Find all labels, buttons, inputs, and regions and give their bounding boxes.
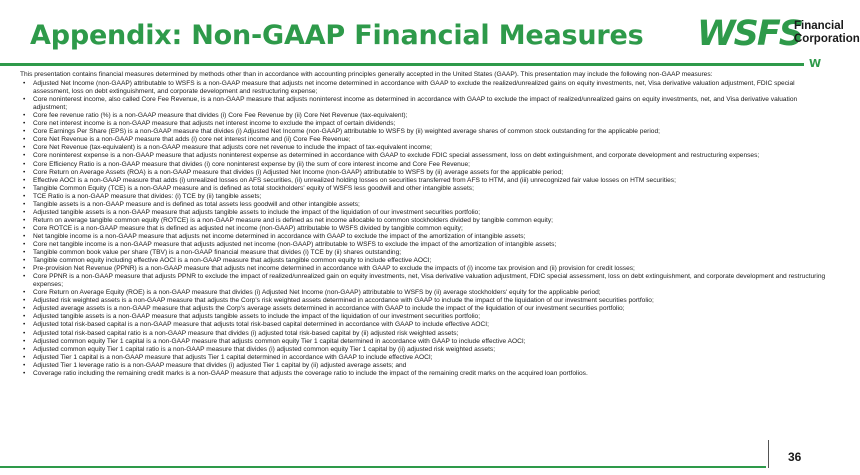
list-item: • Adjusted common equity Tier 1 capital ratio is a non-GAAP measure that divides (i) adjusted common equity Tier 1 capital by (ii) adjusted risk weighted assets; bbox=[20, 346, 828, 354]
list-item: • Core Net Revenue (tax-equivalent) is a non-GAAP measure that adjusts core net revenue to include the impact of tax-equivalent income; bbox=[20, 144, 828, 152]
list-item: • Coverage ratio including the remaining credit marks is a non-GAAP measure that adjusts the coverage ratio to include the impact of the remaining credit marks on the acquired loan portfolios. bbox=[20, 370, 828, 378]
intro-paragraph: This presentation contains financial measures determined by methods other than in accordance with accounting principles generally accepted in the United States (GAAP). This presentation may include the following non-GAAP measures: bbox=[20, 71, 713, 78]
list-item: • Core PPNR is a non-GAAP measure that adjusts PPNR to exclude the impact of realized/unrealized gain on equity investments, net, Visa derivative valuation adjustment, FDIC special assessment, loss on debt extinguishment, and corporate development and restructuring expenses; bbox=[20, 273, 828, 289]
list-item: • Adjusted common equity Tier 1 capital is a non-GAAP measure that adjusts common equity Tier 1 capital determined in accordance with GAAP to include effective AOCI; bbox=[20, 338, 828, 346]
list-item: • Core net tangible income is a non-GAAP measure that adjusts adjusted net income (non-GAAP) attributable to WSFS to exclude the impact of the amortization of intangible assets; bbox=[20, 241, 828, 249]
list-item: • Adjusted average assets is a non-GAAP measure that adjusts the Corp's average assets determined in accordance with GAAP to include the impact of the liquidation of our investment securities portfolio; bbox=[20, 305, 828, 313]
logo-subtitle-line2: Corporation bbox=[794, 32, 860, 45]
list-item: • Adjusted total risk-based capital is a non-GAAP measure that adjusts total risk-based capital determined in accordance with GAAP to include effective AOCI; bbox=[20, 321, 828, 329]
list-item: • Tangible common book value per share (TBV) is a non-GAAP financial measure that divides (i) TCE by (ii) shares outstanding; bbox=[20, 249, 828, 257]
list-item: • Return on average tangible common equity (ROTCE) is a non-GAAP measure and is defined as net income allocable to common stockholders divided by tangible common equity; bbox=[20, 217, 828, 225]
logo-subtitle-line1: Financial bbox=[794, 20, 844, 32]
list-item: • Core net interest income is a non-GAAP measure that adjusts net interest income to exclude the impact of certain dividends; bbox=[20, 120, 828, 128]
logo-subtitle bbox=[794, 20, 860, 45]
list-item: • Adjusted tangible assets is a non-GAAP measure that adjusts tangible assets to include the impact of the liquidation of our investment securities portfolio; bbox=[20, 209, 828, 217]
list-item: • Tangible common equity including effective AOCI is a non-GAAP measure that adjusts tangible common equity to include effective AOCI; bbox=[20, 257, 828, 265]
list-item: • Adjusted Tier 1 capital is a non-GAAP measure that adjusts Tier 1 capital determined in accordance with GAAP to include effective AOCI; bbox=[20, 354, 828, 362]
list-item: • Core noninterest expense is a non-GAAP measure that adjusts noninterest expense as determined in accordance with GAAP to exclude FDIC special assessment, loss on debt extinguishment, and corporate development and restructuring expenses; bbox=[20, 152, 828, 160]
list-item: • Core noninterest income, also called Core Fee Revenue, is a non-GAAP measure that adjusts noninterest income as determined in accordance with GAAP to exclude the impact of realized/unrealized gains on equity investments, net, and Visa derivative valuation adjustment; bbox=[20, 96, 828, 112]
footer-rule bbox=[0, 466, 766, 468]
measures-list bbox=[20, 80, 828, 378]
list-item: • Core fee revenue ratio (%) is a non-GAAP measure that divides (i) Core Fee Revenue by (ii) Core Net Revenue (tax-equivalent); bbox=[20, 112, 828, 120]
page-title: Appendix: Non-GAAP Financial Measures bbox=[30, 20, 644, 51]
list-item: • Adjusted Net Income (non-GAAP) attributable to WSFS is a non-GAAP measure that adjusts net income determined in accordance with GAAP to exclude the realized/unrealized gains on equity investments, net, Visa derivative valuation adjustment, FDIC special assessment, loss on debt extinguishment, and corporate development and restructuring expense; bbox=[20, 80, 828, 96]
footer-divider bbox=[768, 440, 769, 468]
list-item: • Core Efficiency Ratio is a non-GAAP measure that divides (i) core noninterest expense by (ii) the sum of core interest income and Core Fee Revenue; bbox=[20, 161, 828, 169]
list-item: • Core ROTCE is a non-GAAP measure that is defined as adjusted net income (non-GAAP) attributable to WSFS divided by tangible common equity; bbox=[20, 225, 828, 233]
list-item: • Core Net Revenue is a non-GAAP measure that adds (i) core net interest income and (ii) Core Fee Revenue; bbox=[20, 136, 828, 144]
list-item: • Adjusted Tier 1 leverage ratio is a non-GAAP measure that divides (i) adjusted Tier 1 capital by (ii) adjusted average assets; and bbox=[20, 362, 828, 370]
list-item: • Pre-provision Net Revenue (PPNR) is a non-GAAP measure that adjusts net income determined in accordance with GAAP to exclude the impacts of (i) income tax provision and (ii) provision for credit losses; bbox=[20, 265, 828, 273]
list-item: • TCE Ratio is a non-GAAP measure that divides: (i) TCE by (ii) tangible assets; bbox=[20, 193, 828, 201]
content-body bbox=[20, 71, 828, 378]
list-item: • Core Earnings Per Share (EPS) is a non-GAAP measure that divides (i) Adjusted Net Income (non-GAAP) attributable to WSFS by (ii) weighted average shares of common stock outstanding for the applicable period; bbox=[20, 128, 828, 136]
wsfs-logo bbox=[697, 10, 860, 70]
list-item: • Adjusted risk weighted assets is a non-GAAP measure that adjusts the Corp's risk weighted assets determined in accordance with GAAP to include the impact of the liquidation of our investment securities portfolio; bbox=[20, 297, 828, 305]
header-rule bbox=[0, 63, 804, 66]
list-item: • Tangible assets is a non-GAAP measure and is defined as total assets less goodwill and other intangible assets; bbox=[20, 201, 828, 209]
list-item: • Adjusted total risk-based capital ratio is a non-GAAP measure that divides (i) adjusted total risk-based capital by (ii) adjusted risk weighted assets; bbox=[20, 330, 828, 338]
list-item: • Adjusted tangible assets is a non-GAAP measure that adjusts tangible assets to include the impact of the liquidation of our investment securities portfolio; bbox=[20, 313, 828, 321]
list-item: • Effective AOCI is a non-GAAP measure that adds (i) unrealized losses on AFS securities, (ii) unrealized holding losses on securities transferred from AFS to HTM, and (iii) unrecognized fair value losses on HTM securities; bbox=[20, 177, 828, 185]
page-number: 36 bbox=[788, 450, 802, 464]
list-item: • Net tangible income is a non-GAAP measure that adjusts net income determined in accordance with GAAP to exclude the impact of the amortization of intangible assets; bbox=[20, 233, 828, 241]
logo-mark: WSFS bbox=[697, 14, 802, 54]
list-item: • Core Return on Average Assets (ROA) is a non-GAAP measure that divides (i) Adjusted Net Income (non-GAAP) attributable to WSFS by (ii) average assets for the applicable period; bbox=[20, 169, 828, 177]
list-item: • Tangible Common Equity (TCE) is a non-GAAP measure and is defined as total stockholders' equity of WSFS less goodwill and other intangible assets; bbox=[20, 185, 828, 193]
list-item: • Core Return on Average Equity (ROE) is a non-GAAP measure that divides (i) Adjusted Net Income (non-GAAP) attributable to WSFS by (ii) average stockholders' equity for the applicable period; bbox=[20, 289, 828, 297]
logo-w-symbol: W bbox=[809, 57, 822, 70]
